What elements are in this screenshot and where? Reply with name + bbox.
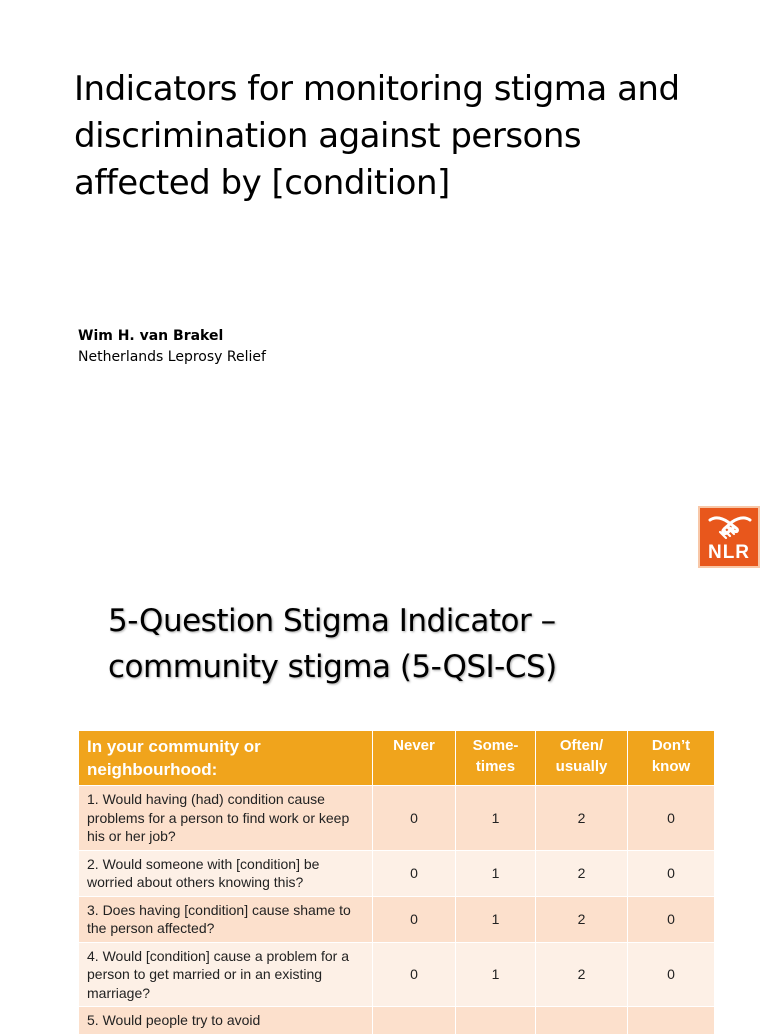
stigma-indicator-table: [78, 730, 715, 1035]
table-row: [79, 850, 715, 896]
table-row: [79, 942, 715, 1007]
score-cell: 0: [628, 942, 715, 1007]
score-cell: 2: [536, 850, 628, 896]
header-question: In your community or neighbourhood:: [79, 731, 373, 786]
score-cell: [456, 1007, 536, 1035]
table-row: [79, 1007, 715, 1035]
score-cell: 2: [536, 942, 628, 1007]
score-cell: [536, 1007, 628, 1035]
slide-title: Indicators for monitoring stigma and discrimination against persons affected by [condition]: [74, 69, 680, 203]
score-cell: 2: [536, 786, 628, 851]
score-cell: 0: [373, 786, 456, 851]
header-often-usually: Often/ usually: [536, 731, 628, 786]
table-row: [79, 896, 715, 942]
score-cell: 2: [536, 896, 628, 942]
score-cell: 0: [373, 850, 456, 896]
author-block: [78, 326, 266, 368]
score-cell: [628, 1007, 715, 1035]
score-cell: 1: [456, 942, 536, 1007]
score-cell: 0: [373, 942, 456, 1007]
score-cell: 1: [456, 850, 536, 896]
score-cell: 0: [628, 896, 715, 942]
score-cell: [373, 1007, 456, 1035]
author-name: Wim H. van Brakel: [78, 328, 224, 344]
score-cell: 0: [628, 786, 715, 851]
table-header-row: [79, 731, 715, 786]
question-cell: 1. Would having (had) condition cause problems for a person to find work or keep his or her job?: [79, 786, 373, 851]
table-row: [79, 786, 715, 851]
score-cell: 0: [628, 850, 715, 896]
header-sometimes: Some-times: [456, 731, 536, 786]
question-cell: 5. Would people try to avoid: [79, 1007, 373, 1035]
nlr-logo: [698, 506, 760, 568]
score-cell: 0: [373, 896, 456, 942]
handshake-icon: [706, 512, 754, 544]
header-never: Never: [373, 731, 456, 786]
question-cell: 4. Would [condition] cause a problem for a person to get married or in an existing marriage?: [79, 942, 373, 1007]
score-cell: 1: [456, 896, 536, 942]
score-cell: 1: [456, 786, 536, 851]
section-title: 5-Question Stigma Indicator – community stigma (5-QSI-CS): [108, 603, 557, 685]
question-cell: 3. Does having [condition] cause shame to the person affected?: [79, 896, 373, 942]
logo-text: NLR: [707, 542, 751, 563]
header-dont-know: Don’t know: [628, 731, 715, 786]
author-organization: Netherlands Leprosy Relief: [78, 349, 266, 365]
question-cell: 2. Would someone with [condition] be worried about others knowing this?: [79, 850, 373, 896]
